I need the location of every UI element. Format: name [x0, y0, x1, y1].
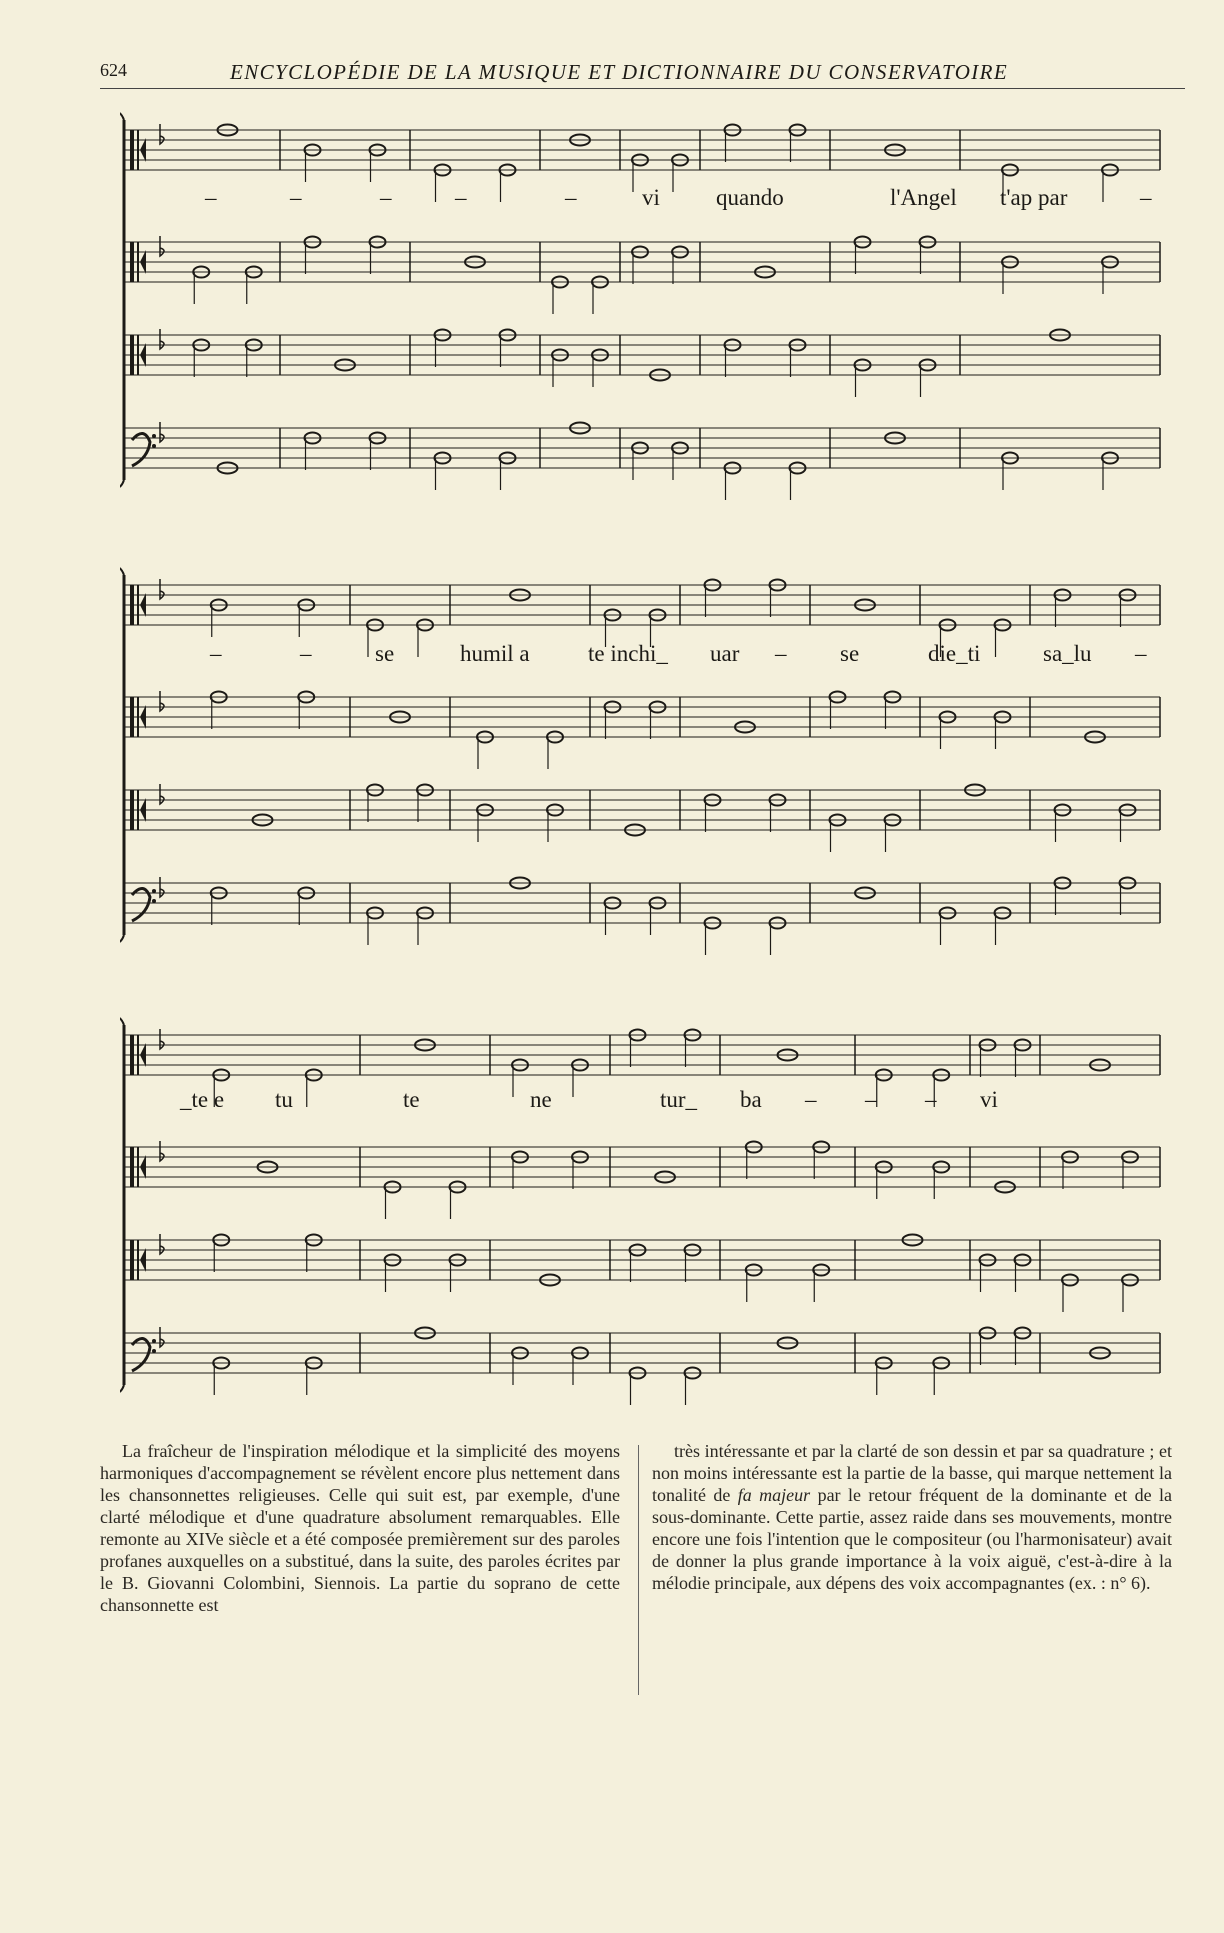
bracket-hook	[120, 567, 124, 575]
bracket-hook	[120, 112, 124, 120]
right-paragraph-start: très intéressante et par la clarté de son dessin et par sa quadrature ; et non moins intéressante est la partie de la basse, qui marque nettement la tonalité de	[652, 1441, 1172, 1505]
score-system-3	[120, 1015, 1165, 1405]
c-clef-icon	[130, 335, 134, 375]
flat-icon	[160, 691, 164, 711]
c-clef-icon	[137, 1240, 139, 1280]
lyric-syllable: te	[403, 1087, 420, 1112]
lyric-syllable: uar	[710, 641, 740, 666]
c-clef-icon	[130, 130, 134, 170]
c-clef-icon	[140, 798, 146, 822]
lyric-syllable: tur_	[660, 1087, 698, 1112]
c-clef-icon	[140, 250, 146, 274]
flat-icon	[160, 1327, 164, 1347]
lyric-syllable: –	[775, 641, 787, 666]
lyric-syllable: t'ap par	[1000, 185, 1068, 210]
lyric-syllable: vi	[642, 185, 660, 210]
c-clef-icon	[137, 1035, 139, 1075]
flat-icon	[160, 422, 164, 442]
lyric-syllable: se	[840, 641, 860, 666]
c-clef-icon	[140, 1155, 146, 1179]
lyric-syllable: –	[380, 185, 392, 210]
flat-icon	[160, 329, 164, 349]
lyric-syllable: –	[805, 1087, 817, 1112]
c-clef-icon	[137, 242, 139, 282]
running-head: ENCYCLOPÉDIE DE LA MUSIQUE ET DICTIONNAIRE DU CONSERVATOIRE	[230, 60, 1009, 84]
body-text-right-column	[652, 1440, 1172, 1594]
lyric-syllable: –	[205, 185, 217, 210]
lyric-syllable: se	[375, 641, 395, 666]
lyric-syllable: –	[210, 641, 222, 666]
f-clef-dot-icon	[152, 444, 156, 448]
f-clef-dot-icon	[152, 1349, 156, 1353]
bracket-hook	[120, 1017, 124, 1025]
staff-system-2	[120, 565, 1165, 955]
c-clef-icon	[137, 697, 139, 737]
lyric-syllable: quando	[716, 185, 784, 210]
lyric-syllable: –	[300, 641, 312, 666]
c-clef-icon	[140, 593, 146, 617]
c-clef-icon	[130, 1240, 134, 1280]
lyric-syllable: sa_lu	[1043, 641, 1092, 666]
lyric-syllable: vi	[980, 1087, 998, 1112]
c-clef-icon	[130, 790, 134, 830]
column-divider	[638, 1445, 639, 1695]
key-name: fa majeur	[737, 1485, 811, 1505]
c-clef-icon	[130, 697, 134, 737]
c-clef-icon	[130, 1147, 134, 1187]
c-clef-icon	[137, 335, 139, 375]
f-clef-dot-icon	[152, 899, 156, 903]
flat-icon	[160, 877, 164, 897]
lyric-syllable: tu	[275, 1087, 293, 1112]
score-system-2	[120, 565, 1165, 955]
lyric-syllable: –	[565, 185, 577, 210]
c-clef-icon	[137, 585, 139, 625]
right-paragraph-end: par le retour fréquent de la dominante et de la sous-dominante. Cette partie, assez raide dans ses mouvements, montre encore une fois l'intention que le compositeur (ou l'harmonisateur) avait de donner la plus grande importance à la voix aiguë, c'est-à-dire à la mélodie principale, aux dépens des voix accompagnantes (ex. : n° 6).	[652, 1485, 1172, 1593]
body-text-left-column	[100, 1440, 620, 1616]
lyric-syllable: ba	[740, 1087, 762, 1112]
lyric-syllable: –	[1135, 641, 1147, 666]
lyric-syllable: l'Angel	[890, 185, 957, 210]
flat-icon	[160, 784, 164, 804]
flat-icon	[160, 1141, 164, 1161]
staff-system-3	[120, 1015, 1165, 1405]
page-header	[100, 58, 1185, 89]
c-clef-icon	[140, 1043, 146, 1067]
page-number: 624	[100, 60, 127, 80]
bracket-hook	[120, 935, 124, 943]
lyric-syllable: die_ti	[928, 641, 981, 666]
bracket-hook	[120, 480, 124, 488]
left-paragraph: La fraîcheur de l'inspiration mélodique et la simplicité des moyens harmoniques d'accompagnement se révèlent encore plus nettement dans les chansonnettes religieuses. Celle qui suit est, par exemple, d'une clarté mélodique et d'une quadrature absolument remarquables. Elle remonte au XIVe siècle et a été composée premièrement sur des paroles profanes auxquelles on a substitué, dans la suite, des paroles écrites par le B. Giovanni Colombini, Siennois. La partie du soprano de cette chansonnette est	[100, 1441, 620, 1615]
right-paragraph	[652, 1440, 1172, 1594]
f-clef-dot-icon	[152, 434, 156, 438]
c-clef-icon	[137, 130, 139, 170]
lyric-syllable: humil a	[460, 641, 530, 666]
c-clef-icon	[140, 1248, 146, 1272]
c-clef-icon	[140, 705, 146, 729]
c-clef-icon	[130, 242, 134, 282]
bracket-hook	[120, 1385, 124, 1393]
lyric-syllable: _te e	[180, 1087, 225, 1112]
lyric-syllable: –	[865, 1087, 877, 1112]
lyric-syllable: –	[1140, 185, 1152, 210]
flat-icon	[160, 1029, 164, 1049]
flat-icon	[160, 1234, 164, 1254]
lyric-syllable: ne	[530, 1087, 552, 1112]
c-clef-icon	[130, 585, 134, 625]
c-clef-icon	[140, 343, 146, 367]
c-clef-icon	[137, 1147, 139, 1187]
flat-icon	[160, 579, 164, 599]
c-clef-icon	[137, 790, 139, 830]
staff-system-1	[120, 110, 1165, 500]
c-clef-icon	[140, 138, 146, 162]
flat-icon	[160, 124, 164, 144]
c-clef-icon	[130, 1035, 134, 1075]
flat-icon	[160, 236, 164, 256]
f-clef-dot-icon	[152, 1339, 156, 1343]
f-clef-dot-icon	[152, 889, 156, 893]
lyric-syllable: –	[925, 1087, 937, 1112]
lyric-syllable: –	[455, 185, 467, 210]
lyric-syllable: te inchi_	[588, 641, 668, 666]
score-system-1	[120, 110, 1165, 500]
lyric-syllable: –	[290, 185, 302, 210]
